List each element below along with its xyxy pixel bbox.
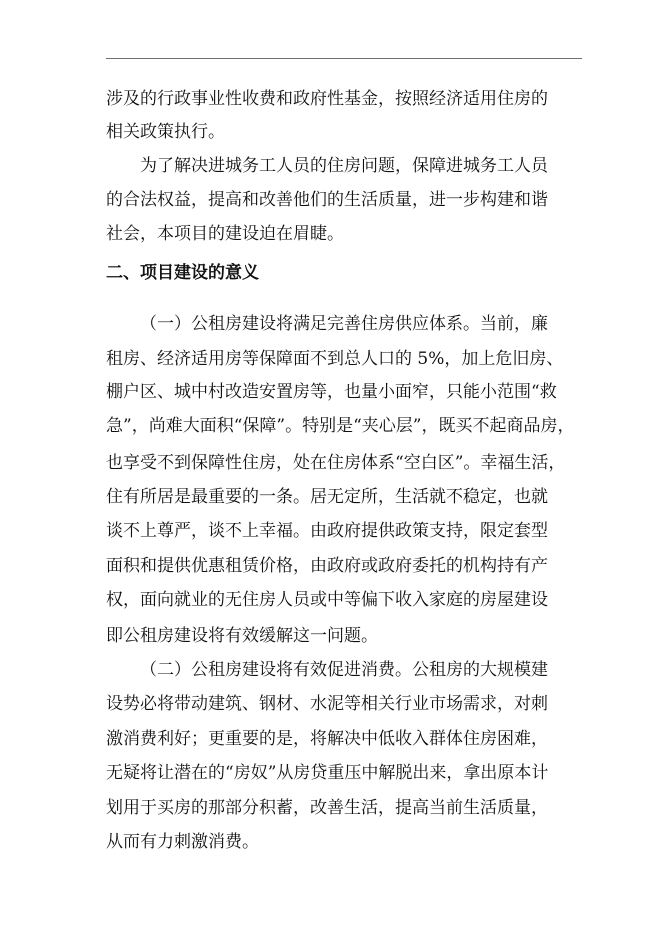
text-line: 为了解决进城务工人员的住房问题，保障进城务工人员 — [140, 156, 548, 176]
text-line: （一）公租房建设将满足完善住房供应体系。当前，廉 — [140, 314, 548, 334]
section-heading: 二、项目建设的意义 — [106, 263, 259, 283]
text-line: 谈不上尊严，谈不上幸福。由政府提供政策支持，限定套型 — [106, 521, 548, 541]
text-line: 租房、经济适用房等保障面不到总人口的 5%，加上危旧房、 — [106, 349, 564, 369]
text-line: 住有所居是最重要的一条。居无定所，生活就不稳定，也就 — [106, 487, 548, 507]
text-line: 也享受不到保障性住房，处在住房体系“空白区”。幸福生活， — [106, 453, 566, 473]
text-line: 权，面向就业的无住房人员或中等偏下收入家庭的房屋建设 — [106, 590, 548, 610]
text-line: 的合法权益，提高和改善他们的生活质量，进一步构建和谐 — [106, 190, 548, 210]
text-line: 设势必将带动建筑、钢材、水泥等相关行业市场需求，对刺 — [106, 694, 548, 714]
text-line: 面积和提供优惠租赁价格，由政府或政府委托的机构持有产 — [106, 556, 548, 576]
text-line: 棚户区、城中村改造安置房等，也量小面窄，只能小范围“救 — [106, 382, 557, 402]
text-line: 即公租房建设将有效缓解这一问题。 — [106, 626, 378, 646]
text-line: 涉及的行政事业性收费和政府性基金，按照经济适用住房的 — [106, 89, 548, 109]
text-line: 从而有力刺激消费。 — [106, 832, 259, 852]
header-rule — [106, 58, 582, 59]
text-line: 无疑将让潜在的“房奴”从房贷重压中解脱出来，拿出原本计 — [106, 763, 549, 783]
text-line: 激消费利好；更重要的是，将解决中低收入群体住房困难， — [106, 729, 548, 749]
text-line: （二）公租房建设将有效促进消费。公租房的大规模建 — [140, 660, 548, 680]
text-line: 社会，本项目的建设迫在眉睫。 — [106, 224, 344, 244]
text-line: 划用于买房的那部分积蓄，改善生活，提高当前生活质量， — [106, 798, 548, 818]
text-line: 相关政策执行。 — [106, 122, 225, 142]
text-line: 急”，尚难大面积“保障”。特别是“夹心层”，既买不起商品房， — [106, 416, 575, 436]
